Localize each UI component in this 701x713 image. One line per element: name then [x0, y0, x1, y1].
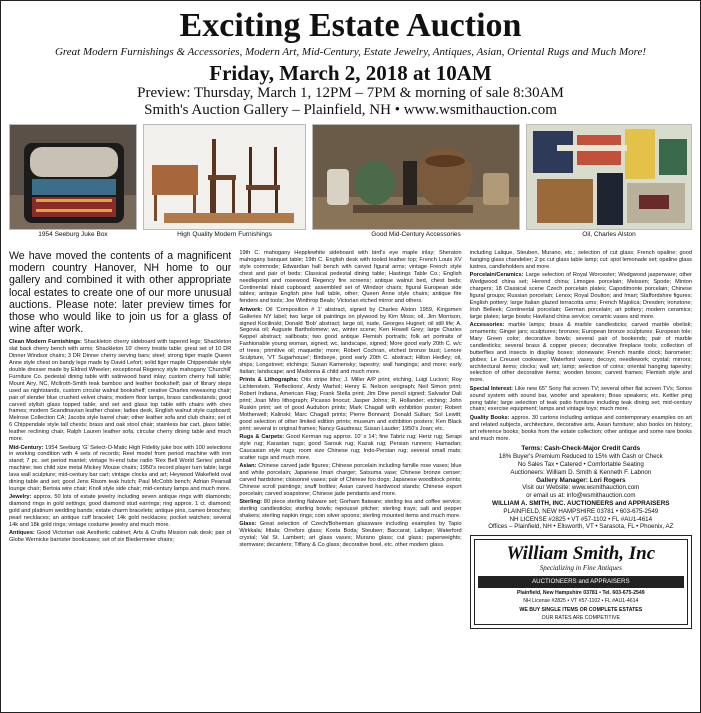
section-text: Good Kerman rug approx. 10' x 14'; fine Tabriz rug; Heriz rug; Serapi style rug; Karastan rugs; good Sarouk rug; Kazak rug; Persian runners; Hamadan; Caucasian style rugs; room size Chinese rug; Indo-Persian rug; several small mats; scatter rugs and much more. [239, 434, 462, 461]
section-antiques-cont [239, 250, 461, 305]
section-text: Large selection of Royal Worcester; Wedgwood jasperware; other Wedgwood china set; Herend china; Limoges porcelain; Meissen; Spode; Minton chargers; 18 Classical scene Czech porcelain plates; Capodimonte porcelain; Chinese figural groups; Russian porcelain; Lenox; Royal Doulton; and Imari; Staffordshire figures; English pottery; large Italian glazed terracotta urns; French Majolica; Dresden; ironstone; Irish Belleek; Continental porcelain; German porcelain; art pottery; modern ceramics; large plates; large bowls; Haviland china service; ceramic vases and more. [469, 272, 692, 320]
painting-image [526, 124, 692, 230]
section-artwork [239, 307, 461, 376]
section-heading: Rugs & Carpets: [239, 434, 285, 441]
logo-rates-line: OUR RATES ARE COMPETITIVE [541, 614, 620, 621]
section-text: Great selection of Czech/Bohemian glassware including examples by Tapio Wirkkala; Iittala; Orrefors glass; Kosta Boda; Steuben; Baccarat; Lalique; Waterford crystal; Val St. Lambert; art glass vases; Murano glass; cut glass; paperweights; stemware; decanters; Tiffany & Co glass; decorative bowl, etc. other modern glass. [239, 521, 462, 549]
section-heading: Accessories: [469, 322, 505, 329]
terms-line: Terms: Cash-Check-Major Credit Cards [521, 445, 641, 453]
section-heading: Jewelry: [9, 494, 32, 501]
body-columns [9, 250, 692, 713]
photo-painting [526, 124, 692, 242]
section-heading: Special Interest: [469, 385, 514, 392]
auction-subtitle: Great Modern Furnishings & Accessories, Modern Art, Mid-Century, Estate Jewelry, Antiques, Asian, Oriental Rugs and Much More! [54, 46, 647, 58]
company-logo-box [470, 535, 692, 629]
section-glass [239, 521, 461, 549]
section-text: Otis stripe litho; J. Miller A/P print; etching, Luigi Lucioni; Roy Lichtenstein, 'Reflections', Andy Warhol; Henry E. Nelson serigraph; Neil Simon print; Robert Indiana, American Flag; Frank Stella print; Jim Dine pencil signed; Salvador Dali print; Joan Miro lithograph; Picasso linocut; Jasper Johns; R. Hollander; etching; John Ruskin print; set of good Audubon prints; Mark Chagall with exhibition poster; Robert Motherwell; Kalinski; Marc Chagall prints; Pierre Bonnard; Donald Sultan; Sol Lewitt; good selection of other limited edition prints; museum and exhibition posters; Ken Black print; several in original frames; Nancy Gaudreau; Susan Lauder; 1950's Joan; etc. [239, 377, 462, 432]
gallery-manager-line: Gallery Manager: Lori Rogers [536, 476, 626, 484]
section-text: 80 piece sterling flatware set; Gorham flatware; sterling tea and coffee service; sterling candlesticks; sterling bowls; repoussé pitcher; sterling trays; salt and pepper shakers; sterling napkin rings; coin silver spoons; sterling mounted items and much more. [239, 499, 462, 520]
auctioneers-line: Auctioneers: William D. Smith & Kenneth F. Labnon [510, 468, 652, 476]
website-link[interactable]: Visit our Website: www.wsmithauction.com [522, 484, 640, 492]
section-books [470, 415, 692, 443]
photo-caption: 1954 Seeburg Juke Box [38, 231, 108, 238]
accessories-image [312, 124, 520, 230]
photo-strip [9, 124, 692, 242]
section-heading: Prints & Lithographs: [239, 377, 299, 384]
section-text: Chinese carved jade figures; Chinese porcelain including famille rose vases; blue and white porcelain; Japanese Imari charger; Satsuma vase; Chinese bronze censer; carved hardstone; cloisonné vases; pair of Chinese foo dogs; Japanese woodblock prints; Chinese scroll paintings; snuff bottles; Asian carved hardwood stands; Chinese export porcelain; carved soapstone; Chinese jade pendants and more. [239, 463, 462, 497]
intro-paragraph: We have moved the contents of a magnificent modern country Hanover, NH home to our gallery and combined it with other appropriate local estates to create one of our more unusual auctions. Please note: later preview times for those who would like to join us for a glass of wine after work. [9, 250, 232, 336]
section-heading: Mid-Century: [9, 444, 44, 451]
preview-times: Preview: Thursday, March 1, 12PM – 7PM & morning of sale 8:30AM [137, 85, 564, 101]
section-text: Good Victorian oak Aesthetic cabinet; Arts & Crafts Mission oak desk; pair of Globe Wernicke barrister bookcases; set of six Biedermeier chairs; [9, 530, 232, 544]
section-heading: Artwork: [239, 306, 263, 313]
section-porcelain [470, 272, 692, 320]
section-heading: Antiques: [9, 530, 35, 537]
logo-license: NH License #2825 • VT #57-1102 • FL #AU1-4614 [523, 598, 639, 605]
section-clean-modern [9, 339, 231, 443]
photo-furnishings [143, 124, 306, 242]
photo-caption: High Quality Modern Furnishings [177, 231, 272, 238]
section-text: 1954 Seeburg 'G' Select-O-Matic High Fidelity juke box with 100 selections in working condition with 4 sets of records; Reel model from period machine with iron stand; 7 pc. set period mantel; vintage hi-end tube radio 'Rex Bell World Series' pinball machine; two child size metal Mickey Mouse chairs; 1950's record player turn table; large lava wall sculpture; mid-century bar cart; vintage clocks and art; Heywood Wakefield oval dining table and set; good Jens Risom teak hutch; Paul McCobb bench; Adrian Pearsall lounge chair; Bertoia wire chair; Knoll style side chair; mid-century lamps and much more. [9, 444, 232, 492]
section-text: Like new 65" Sony flat screen TV; several other flat screen TVs; Sonos sound system with sound bar, woofer and speakers; Bose speakers; etc. Kettler ping pong table; large selection of teak patio furniture including teak dining set; mid-century chairs; exercise equipment; lamps and vintage toys; much more. [469, 385, 692, 413]
section-heading: Clean Modern Furnishings: [9, 339, 83, 346]
section-mid-century [9, 445, 231, 493]
photo-jukebox [9, 124, 137, 242]
column-1 [9, 250, 231, 713]
section-prints [239, 377, 461, 432]
section-text: marble lamps; brass & marble candlesticks; carved marble obelisk; ornaments; Ginger jars; sculptures; bronzes; European bronze sculptures; European tole; Mary Green color; decorative bowls; several pair of bookends; pair of marble candlesticks; several brass & copper pieces; decorative fireplace tools; collection of butterflies and insects in display boxes; stoneware; French mantle clock; barometer; globes; Le Creuset cookware; Waterford vases; decoys; needlework; crystal; mirrors; architectural items; clocks; wall art; lamp; selection of coins; oriental hanging tapestry; selection of other decorative items; wooden boxes; carved frames; Flemish style and more. [469, 322, 692, 384]
section-text: Oil 'Composition # 1' abstract, signed by Charles Alston 1959, Kingsmen Galleries NY label; two large oil paintings on plywood by Kim Moss; oil, Jim Morrison, signed Kocilinski; Donald 'Bob' abstract; large oil, nude, Georges Hugnet; oil still life; A. Segovia oil; Auguste Bartholomew; wc, winter scene; Ken Howell Grey; large Charles Keppel abstract; sailboats; two good antique Flemish portraits; folk art portraits of Fashionable young woman, signed; wc, landscape, signed; More good early 20th C. w/c of trees; primitive oil; maquette; more; Robert Cochran, etched bronze bust; Lenore Sculpture, 'VT Sugarhouse'; Birdseye, good early 20th C. abstract; Hilton Hedley; oil, ships; Longstreet; etchings; Susan Kamensky; tapestry; wall hangings; and more; early Italian; landscape; and Madonna & child and much more. [239, 306, 462, 375]
section-accessories [470, 322, 692, 384]
furnishings-image [143, 124, 306, 230]
section-heading: Asian: [239, 463, 257, 470]
premium-line: 18% Buyer's Premium Reduced to 15% with Cash or Check [498, 453, 663, 461]
section-sterling [239, 499, 461, 520]
section-text: 19th C. mahogany Hepplewhite sideboard with bird's eye maple inlay; Sheraton mahogany banquet table; 19th C. English desk with tooled leather top; French Louis XV style commode; Edwardian hall bench with carved figural arms; vintage French style chest and pair of beds; Classical pedestal dining table; Hastings Table Co.; English needlepoint and rosewood Regency fire screens; antique walnut bed, chest beds; Continental inlaid cupboard; assembled set of Windsor chairs; figural European side tables; antique English pine hall table, other; Queen Anne style chairs; antique fire fenders and tools; Joe Winthrop Beals; Victorian etched mirror and others. [239, 250, 462, 305]
section-text: approx. 50 lots of estate jewelry including seven antique rings with diamonds; diamond rings in gold settings; good diamond stud earrings; ring approx. 1 ct. diamond; gold and platinum wedding bands; estate charm bracelets; antique pins, cameo brooches; pearl necklaces; an antique cuff bracelet; 14k gold necklaces; pocket watches; several 14k and 18k gold rings; vintage costume jewelry and much more. [9, 494, 232, 528]
gallery-line: Smith's Auction Gallery – Plainfield, NH • www.wsmithauction.com [144, 102, 557, 118]
photo-caption: Good Mid-Century Accessories [371, 231, 461, 238]
photo-accessories [312, 124, 520, 242]
logo-name: William Smith, Inc [506, 543, 656, 565]
column-3 [470, 250, 692, 713]
section-text: approx. 30 cartons including antique and contemporary examples on art and related subjects, architecture, decorative arts, Asian furniture; also books on history; art reference books; books from the estate collection; other antique and some rare books and much more. [469, 414, 692, 442]
logo-tagline: Specializing in Fine Antiques [539, 564, 622, 573]
section-heading: Porcelain/Ceramics: [469, 272, 524, 279]
section-asian [239, 463, 461, 498]
section-text: including Lalique, Steuben, Murano, etc.; selection of cut glass; French opaline; good hanging glass chandelier; 2 pc cut glass table lamp; cut: spot lemonade set; opaline glass lustres, candleholders and more. [469, 250, 692, 270]
column-2 [239, 250, 461, 713]
firm-offices: Offices – Plainfield, NH • Ellsworth, VT • Sarasota, FL • Phoenix, AZ [488, 523, 674, 531]
section-jewelry [9, 494, 231, 529]
section-glass-cont [470, 250, 692, 271]
email-link[interactable]: or email us at: info@wsmithauction.com [526, 492, 636, 500]
firm-address: PLAINFIELD, NEW HAMPSHIRE 03781 • 603-675-2549 [503, 507, 659, 515]
firm-license: NH LICENSE #2825 • VT #57-1102 • FL #AU1-4614 [509, 515, 653, 523]
section-heading: Quality Books: [469, 414, 510, 421]
section-heading: Sterling: [239, 499, 263, 506]
logo-inner-frame [474, 539, 688, 625]
auction-date: Friday, March 2, 2018 at 10AM [209, 61, 492, 85]
logo-band: AUCTIONEERS and APPRAISERS [478, 576, 684, 588]
logo-buy-line: WE BUY SINGLE ITEMS OR COMPLETE ESTATES [519, 606, 643, 613]
section-heading: Glass: [239, 521, 257, 528]
section-text: Shackleton cherry sideboard with tapered legs; Shackleton slat back cherry bench with arms; Shackleton 10' cherry trestle table; great set of 10 DR Dinner Windsor chairs; 3 DR Dinner cherry serving bars; steel; strong tiger maple Queen Anne style chest on bandy legs made by David Lefort; solid tiger maple Chippendale style double dresser made by Eldred Wheeler; exceptional Regency style mahogany 'Churchill' Furniture Co. pedestal dining table with satinwood band inlay; custom cherry hall table; Mount Airy, NC, Mcllroth-Smith teak bamboo and leather bookshelf; pair of library steps used as nightstands, custom circular walnut bookshelf; creative Charles reweaving chair; pair of slender blue crushed velvet chairs; modern floor lamps, brass candlestands; good carved stylish glass topped table; and set and glass top table with chairs with chev frames; modern Scandinavian leather chaise; ladies desk, English walnut style cupboard; Melrose Collection CA; Jacobs style barrel chair; other leather sofa and club chairs; set of 6 Chippendale style tall chests; brass and oak stool chair; stainless bar cart, glass table; leather reclining chair, Ralph Lauren leather sofa, circular cherry dining table and much more. [9, 339, 232, 443]
section-special-interest [470, 386, 692, 414]
section-rugs [239, 434, 461, 462]
logo-address: Plainfield, New Hampshire 03781 • Tel. 603-675-2549 [516, 589, 645, 596]
auction-title: Exciting Estate Auction [179, 7, 522, 44]
amenities-line: No Sales Tax • Catered • Comfortable Seating [517, 461, 644, 469]
jukebox-image [9, 124, 137, 230]
photo-caption: Oil, Charles Alston [582, 231, 636, 238]
firm-name: WILLIAM A. SMITH, INC. AUCTIONEERS and APPRAISERS [492, 500, 670, 508]
terms-block [470, 445, 692, 531]
section-antiques [9, 530, 231, 544]
